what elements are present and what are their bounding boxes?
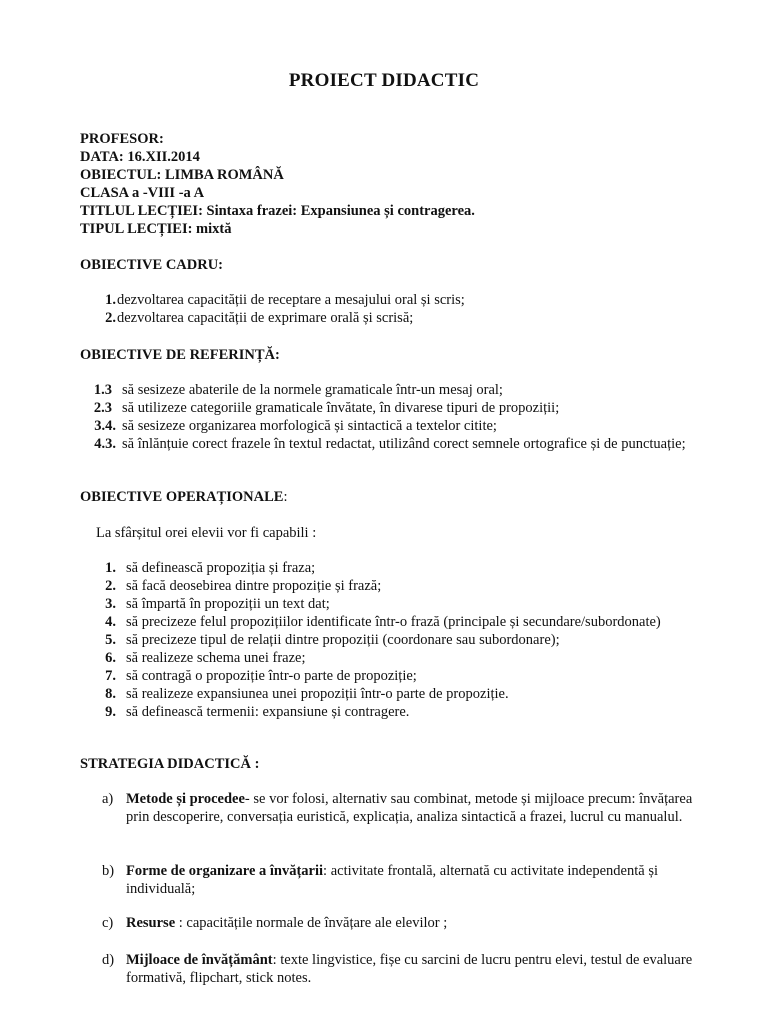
item-body [126,862,716,898]
item-text: să realizeze expansiunea unei propoziții într-o parte de propoziție. [126,686,509,702]
header-obiectul: OBIECTUL: LIMBA ROMÂNĂ [80,167,284,183]
item-text: să facă deosebirea dintre propoziție și frază; [126,578,382,594]
header-titlul: TITLUL LECȚIEI: Sintaxa frazei: Expansiunea și contragerea. [80,203,475,219]
item-text: să definească propoziția și fraza; [126,560,316,576]
item-number: 2. [105,578,116,594]
item-letter: b) [102,863,115,879]
header-tipul: TIPUL LECȚIEI: mixtă [80,221,232,237]
heading-strategia-didactica: STRATEGIA DIDACTICĂ : [80,756,260,772]
item-number: 8. [105,686,116,702]
item-text: : texte lingvistice, fișe cu sarcini de lucru pentru elevi, testul de evaluare formativă, flipchart, stick notes. [126,952,693,986]
item-text: să sesizeze organizarea morfologică și sintactică a textelor citite; [122,418,497,434]
item-number: 3.4. [94,418,116,434]
item-text: dezvoltarea capacității de receptare a mesajului oral și scris; [117,292,465,308]
item-number: 2. [105,310,116,326]
item-number: 1. [105,292,116,308]
item-number: 1. [105,560,116,576]
item-letter: c) [102,915,114,931]
item-number: 9. [105,704,116,720]
item-number: 6. [105,650,116,666]
item-text: : activitate frontală, alternată cu activitate independentă și individuală; [126,863,658,897]
document-title: PROIECT DIDACTIC [288,70,480,91]
item-number: 7. [105,668,116,684]
item-text: să împartă în propoziții un text dat; [126,596,330,612]
item-number: 3. [105,596,116,612]
item-text: - se vor folosi, alternativ sau combinat, metode și mijloace precum: învățarea prin descoperire, conversația euristică, explicația, analiza sintactică a frazei, lucrul cu manualul. [126,791,693,825]
item-text: să înlănțuie corect frazele în textul redactat, utilizând corect semnele ortografice și de punctuație; [122,436,686,452]
item-body [126,790,716,826]
item-body [126,914,716,932]
item-number: 4. [105,614,116,630]
header-profesor: PROFESOR: [80,131,164,147]
header-data: DATA: 16.XII.2014 [80,149,200,165]
item-letter: a) [102,791,114,807]
item-text: să contragă o propoziție într-o parte de propoziție; [126,668,417,684]
item-text: să realizeze schema unei fraze; [126,650,306,666]
item-text: : capacitățile normale de învățare ale elevilor ; [175,915,448,931]
item-label: Resurse [126,915,176,931]
header-clasa: CLASA a -VIII -a A [80,185,205,201]
item-number: 1.3 [93,382,112,398]
heading-obiective-referinta: OBIECTIVE DE REFERINȚĂ: [80,347,280,363]
item-text: dezvoltarea capacității de exprimare orală și scrisă; [117,310,414,326]
item-text: să sesizeze abaterile de la normele gramaticale într-un mesaj oral; [122,382,503,398]
item-letter: d) [102,952,115,968]
heading-suffix: : [283,489,288,505]
item-label: Metode și procedee [126,791,245,807]
item-text: să utilizeze categoriile gramaticale învătate, în divarese tipuri de propoziții; [122,400,560,416]
item-number: 4.3. [94,436,116,452]
heading-text: OBIECTIVE OPERAȚIONALE [80,489,284,505]
lesson-header [80,130,475,238]
item-text: să precizeze tipul de relații dintre propoziții (coordonare sau subordonare); [126,632,560,648]
item-number: 2.3 [93,400,112,416]
item-number: 5. [105,632,116,648]
heading-obiective-operationale [80,488,287,506]
item-body [126,951,716,987]
item-text: să definească termenii: expansiune și contragere. [126,704,410,720]
item-label: Mijloace de învățământ [126,952,273,968]
heading-obiective-cadru: OBIECTIVE CADRU: [80,257,224,273]
operational-intro: La sfârșitul orei elevii vor fi capabili : [96,525,317,541]
item-text: să precizeze felul propozițiilor identificate într-o frază (principale și secundare/subordonate) [126,614,661,630]
item-label: Forme de organizare a învățarii [126,863,324,879]
